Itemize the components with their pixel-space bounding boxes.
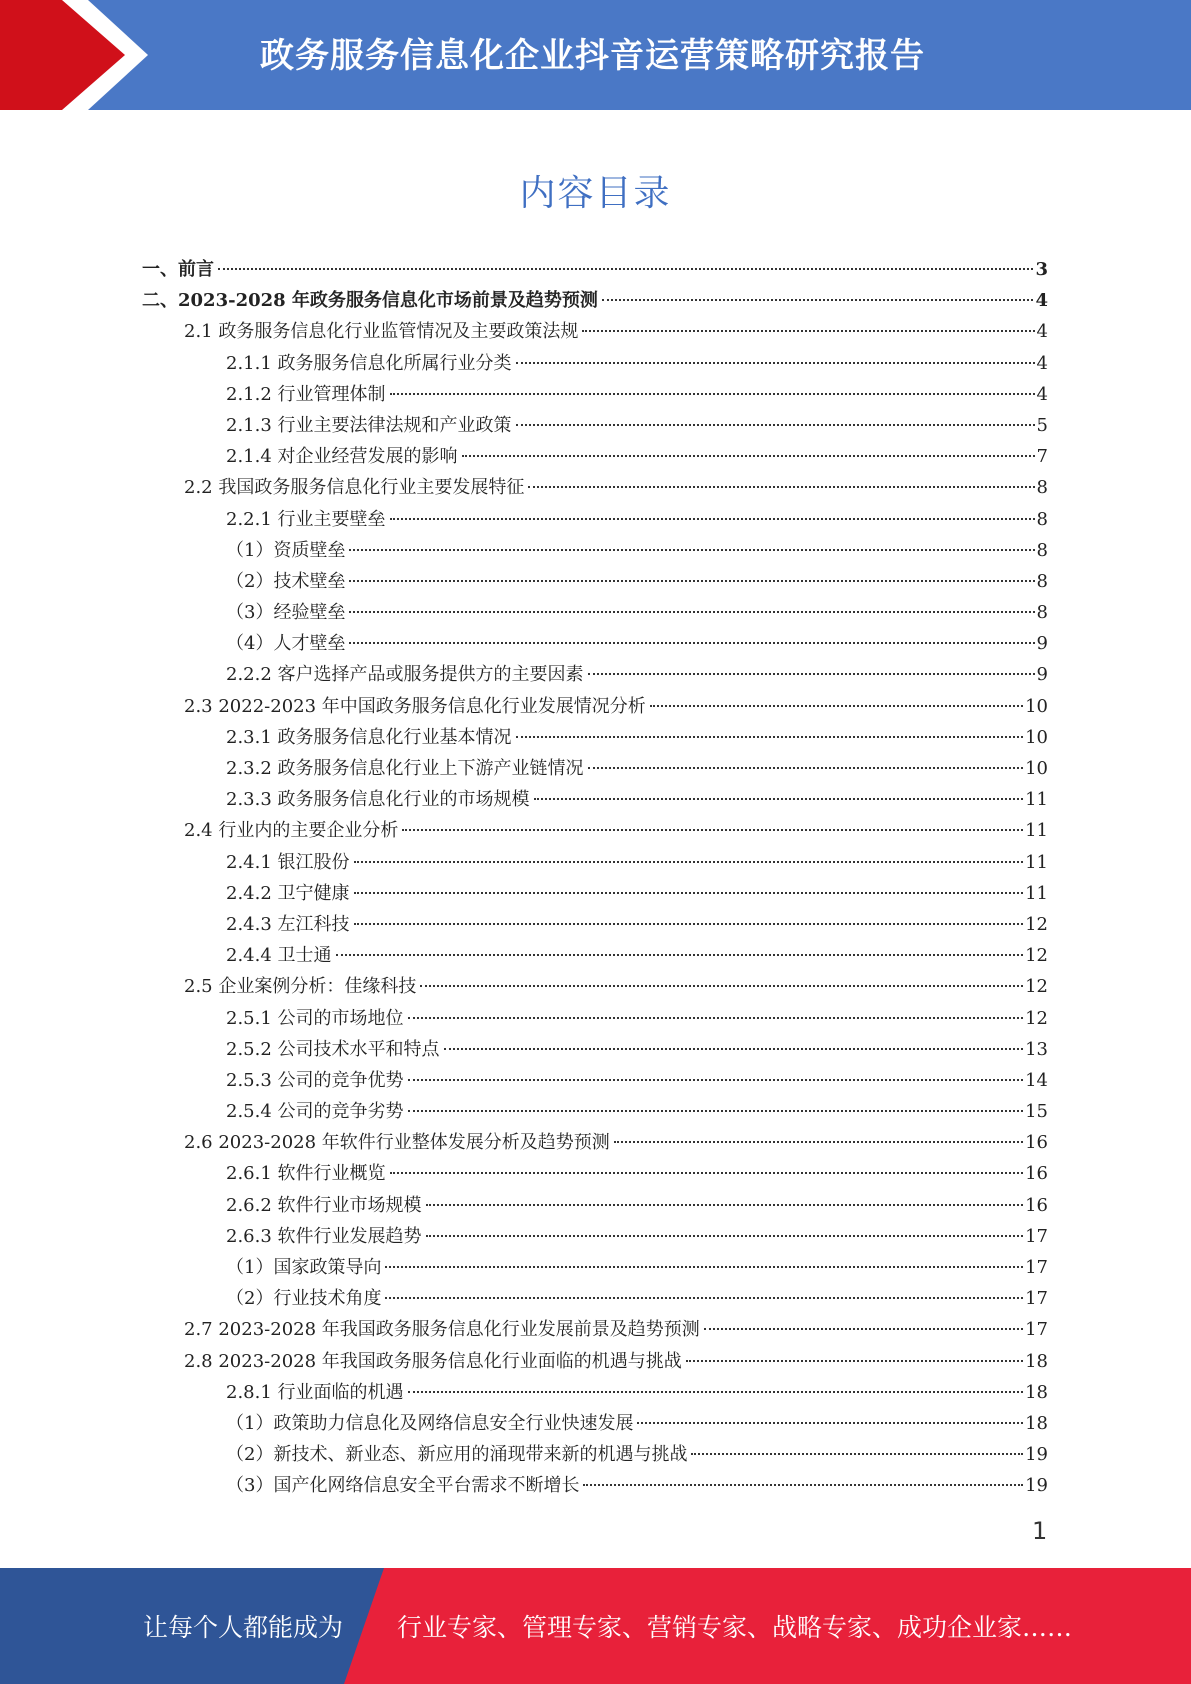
toc-entry[interactable] [142, 753, 1048, 784]
toc-entry-title: （1）资质壁垒 [226, 539, 346, 561]
toc-entry-title: 2.3.3 政务服务信息化行业的市场规模 [226, 789, 530, 811]
toc-entry-title: 2.7 2023-2028 年我国政务服务信息化行业发展前景及趋势预测 [184, 1319, 700, 1341]
toc-entry-page: 11 [1025, 882, 1048, 904]
toc-entry-title: （1）国家政策导向 [226, 1257, 382, 1278]
toc-entry[interactable] [142, 940, 1048, 971]
toc-entry-page: 10 [1025, 758, 1048, 779]
toc-entry[interactable] [142, 628, 1048, 659]
toc-entry[interactable] [142, 1034, 1048, 1065]
toc-entry-title: （2）新技术、新业态、新应用的涌现带来新的机遇与挑战 [226, 1444, 688, 1466]
toc-entry-page: 8 [1036, 570, 1048, 592]
toc-entry-page: 8 [1036, 539, 1048, 561]
toc-entry-page: 4 [1036, 352, 1048, 374]
toc-dot-leader [408, 1017, 1024, 1019]
toc-entry-page: 15 [1025, 1101, 1048, 1123]
toc-entry[interactable] [142, 971, 1048, 1002]
toc-dot-leader [354, 923, 1024, 925]
toc-dot-leader [704, 1328, 1023, 1330]
toc-dot-leader [349, 642, 1034, 644]
toc-entry-page: 3 [1035, 259, 1048, 280]
toc-entry[interactable] [142, 1003, 1048, 1034]
toc-entry-page: 17 [1025, 1225, 1048, 1247]
toc-dot-leader [408, 1391, 1024, 1393]
toc-entry[interactable] [142, 1408, 1048, 1439]
toc-entry-title: （3）经验壁垒 [226, 602, 346, 624]
toc-entry-page: 12 [1025, 945, 1048, 967]
toc-entry-page: 17 [1025, 1257, 1048, 1278]
toc-entry-title: 2.3 2022-2023 年中国政务服务信息化行业发展情况分析 [184, 695, 646, 717]
toc-entry-title: 2.6.3 软件行业发展趋势 [226, 1225, 422, 1247]
toc-dot-leader [583, 1484, 1023, 1486]
toc-entry[interactable] [142, 1314, 1048, 1345]
toc-entry[interactable] [142, 348, 1048, 379]
toc-entry[interactable] [142, 1470, 1048, 1501]
footer-slogan-right: 行业专家、管理专家、营销专家、战略专家、成功企业家…… [397, 1613, 1073, 1642]
toc-entry-page: 5 [1036, 414, 1048, 436]
toc-entry-page: 11 [1025, 789, 1048, 811]
toc-entry[interactable] [142, 597, 1048, 628]
toc-entry-page: 18 [1025, 1381, 1048, 1403]
toc-entry-page: 19 [1025, 1444, 1048, 1466]
toc-entry[interactable] [142, 1252, 1048, 1283]
footer-band [0, 1568, 1191, 1684]
toc-entry[interactable] [142, 1065, 1048, 1096]
toc-entry-title: 2.1.3 行业主要法律法规和产业政策 [226, 414, 512, 436]
toc-entry[interactable] [142, 1346, 1048, 1377]
toc-entry-title: 2.1.1 政务服务信息化所属行业分类 [226, 352, 512, 374]
toc-entry-page: 14 [1025, 1069, 1048, 1091]
toc-entry-page: 4 [1036, 321, 1048, 343]
toc-entry-title: 2.5.3 公司的竞争优势 [226, 1069, 404, 1091]
toc-entry-page: 12 [1025, 1007, 1048, 1029]
toc-dot-leader [516, 362, 1035, 364]
toc-entry-title: 2.4.3 左江科技 [226, 913, 350, 935]
toc-entry-page: 9 [1036, 633, 1048, 655]
toc-dot-leader [426, 1235, 1024, 1237]
toc-entry[interactable] [142, 847, 1048, 878]
toc-entry-title: 2.1.4 对企业经营发展的影响 [226, 446, 458, 468]
toc-dot-leader [402, 829, 1023, 831]
toc-entry-title: 2.2 我国政务服务信息化行业主要发展特征 [184, 477, 525, 499]
toc-entry-page: 8 [1036, 508, 1048, 530]
toc-entry[interactable] [142, 1221, 1048, 1252]
toc-dot-leader [390, 518, 1035, 520]
toc-heading: 内容目录 [519, 173, 672, 214]
toc-dot-leader [408, 1079, 1024, 1081]
table-of-contents [142, 254, 1048, 1502]
toc-dot-leader [444, 1048, 1024, 1050]
toc-entry-title: 2.5.2 公司技术水平和特点 [226, 1038, 440, 1060]
toc-entry-page: 16 [1025, 1163, 1048, 1185]
toc-dot-leader [637, 1422, 1023, 1424]
toc-entry-title: 2.3.1 政务服务信息化行业基本情况 [226, 726, 512, 748]
toc-entry-title: 2.5.4 公司的竞争劣势 [226, 1101, 404, 1123]
toc-dot-leader [408, 1110, 1024, 1112]
toc-dot-leader [390, 393, 1035, 395]
toc-entry-page: 4 [1035, 290, 1048, 312]
toc-entry[interactable] [142, 285, 1048, 316]
toc-entry[interactable] [142, 659, 1048, 690]
toc-entry-title: 二、2023-2028 年政务服务信息化市场前景及趋势预测 [142, 290, 598, 312]
toc-entry-page: 17 [1025, 1288, 1048, 1310]
toc-entry[interactable] [142, 909, 1048, 940]
toc-entry[interactable] [142, 722, 1048, 753]
page-number: 1 [1032, 1517, 1048, 1545]
toc-entry-page: 8 [1036, 602, 1048, 624]
toc-dot-leader [420, 985, 1023, 987]
report-header-band [0, 0, 1191, 110]
footer-slogan-left: 让每个人都能成为 [143, 1613, 344, 1642]
toc-entry-title: 2.6.1 软件行业概览 [226, 1163, 386, 1185]
toc-dot-leader [354, 892, 1024, 894]
toc-dot-leader [650, 705, 1023, 707]
toc-dot-leader [588, 673, 1035, 675]
report-title: 政务服务信息化企业抖音运营策略研究报告 [260, 36, 925, 76]
toc-entry[interactable] [142, 379, 1048, 410]
toc-entry[interactable] [142, 504, 1048, 535]
toc-entry[interactable] [142, 1096, 1048, 1127]
toc-dot-leader [614, 1141, 1023, 1143]
toc-entry[interactable] [142, 878, 1048, 909]
toc-entry-page: 10 [1025, 695, 1048, 717]
toc-entry-title: 2.8.1 行业面临的机遇 [226, 1381, 404, 1403]
toc-entry[interactable] [142, 441, 1048, 472]
toc-entry-title: 2.4.2 卫宁健康 [226, 882, 350, 904]
toc-dot-leader [390, 1172, 1024, 1174]
header-red-chevron [0, 0, 125, 110]
toc-entry-page: 11 [1025, 851, 1048, 873]
toc-entry-page: 12 [1025, 976, 1048, 998]
toc-dot-leader [385, 1266, 1023, 1268]
toc-entry-page: 17 [1025, 1319, 1048, 1341]
toc-entry-title: 2.1.2 行业管理体制 [226, 383, 386, 405]
toc-dot-leader [349, 549, 1034, 551]
toc-entry-title: 2.1 政务服务信息化行业监管情况及主要政策法规 [184, 321, 579, 343]
toc-entry-page: 4 [1036, 383, 1048, 405]
toc-entry-title: （2）行业技术角度 [226, 1288, 382, 1310]
toc-entry-title: 2.6.2 软件行业市场规模 [226, 1194, 422, 1216]
toc-dot-leader [349, 611, 1034, 613]
toc-entry[interactable] [142, 535, 1048, 566]
toc-entry[interactable] [142, 1439, 1048, 1470]
toc-dot-leader [218, 268, 1033, 270]
toc-dot-leader [686, 1360, 1023, 1362]
toc-entry-page: 13 [1025, 1038, 1048, 1060]
toc-entry-title: 2.4 行业内的主要企业分析 [184, 820, 399, 842]
toc-entry-page: 18 [1025, 1350, 1048, 1372]
toc-entry[interactable] [142, 316, 1048, 347]
toc-entry[interactable] [142, 472, 1048, 503]
toc-entry-title: 2.4.1 银江股份 [226, 851, 350, 873]
toc-entry-title: 2.6 2023-2028 年软件行业整体发展分析及趋势预测 [184, 1132, 610, 1154]
toc-dot-leader [602, 299, 1034, 301]
toc-entry-page: 7 [1036, 446, 1048, 468]
toc-dot-leader [462, 455, 1035, 457]
toc-entry-page: 8 [1036, 477, 1048, 499]
toc-entry-page: 19 [1025, 1475, 1048, 1497]
toc-entry[interactable] [142, 254, 1048, 285]
toc-entry-title: （2）技术壁垒 [226, 570, 346, 592]
toc-entry-title: 2.2.1 行业主要壁垒 [226, 508, 386, 530]
toc-entry[interactable] [142, 410, 1048, 441]
toc-entry[interactable] [142, 1127, 1048, 1158]
toc-entry-title: 2.4.4 卫士通 [226, 945, 332, 967]
toc-entry-page: 16 [1025, 1132, 1048, 1154]
toc-dot-leader [582, 330, 1034, 332]
toc-entry[interactable] [142, 1158, 1048, 1189]
toc-dot-leader [385, 1297, 1023, 1299]
toc-dot-leader [516, 736, 1024, 738]
toc-entry-page: 9 [1036, 664, 1048, 686]
toc-dot-leader [336, 954, 1024, 956]
toc-entry-title: 2.8 2023-2028 年我国政务服务信息化行业面临的机遇与挑战 [184, 1350, 682, 1372]
toc-entry[interactable] [142, 815, 1048, 846]
toc-entry[interactable] [142, 566, 1048, 597]
toc-dot-leader [534, 798, 1024, 800]
toc-entry[interactable] [142, 1190, 1048, 1221]
toc-entry-title: 2.5 企业案例分析：佳缘科技 [184, 976, 417, 998]
toc-entry-page: 16 [1025, 1194, 1048, 1216]
toc-dot-leader [349, 580, 1034, 582]
toc-entry[interactable] [142, 1283, 1048, 1314]
toc-dot-leader [528, 486, 1034, 488]
toc-dot-leader [426, 1204, 1024, 1206]
toc-entry-page: 11 [1025, 820, 1048, 842]
toc-dot-leader [354, 861, 1024, 863]
toc-entry-title: （4）人才壁垒 [226, 633, 346, 655]
toc-dot-leader [588, 767, 1024, 769]
toc-entry-title: （1）政策助力信息化及网络信息安全行业快速发展 [226, 1412, 634, 1434]
toc-entry-page: 18 [1025, 1412, 1048, 1434]
toc-entry[interactable] [142, 1377, 1048, 1408]
toc-entry-page: 12 [1025, 913, 1048, 935]
toc-entry-title: 2.3.2 政务服务信息化行业上下游产业链情况 [226, 758, 584, 779]
toc-entry[interactable] [142, 784, 1048, 815]
toc-entry-title: 2.2.2 客户选择产品或服务提供方的主要因素 [226, 664, 584, 686]
toc-dot-leader [691, 1453, 1023, 1455]
toc-entry-title: 一、前言 [142, 259, 214, 280]
toc-entry-title: （3）国产化网络信息安全平台需求不断增长 [226, 1475, 580, 1497]
toc-entry-title: 2.5.1 公司的市场地位 [226, 1007, 404, 1029]
toc-entry[interactable] [142, 691, 1048, 722]
toc-dot-leader [516, 424, 1035, 426]
toc-entry-page: 10 [1025, 726, 1048, 748]
